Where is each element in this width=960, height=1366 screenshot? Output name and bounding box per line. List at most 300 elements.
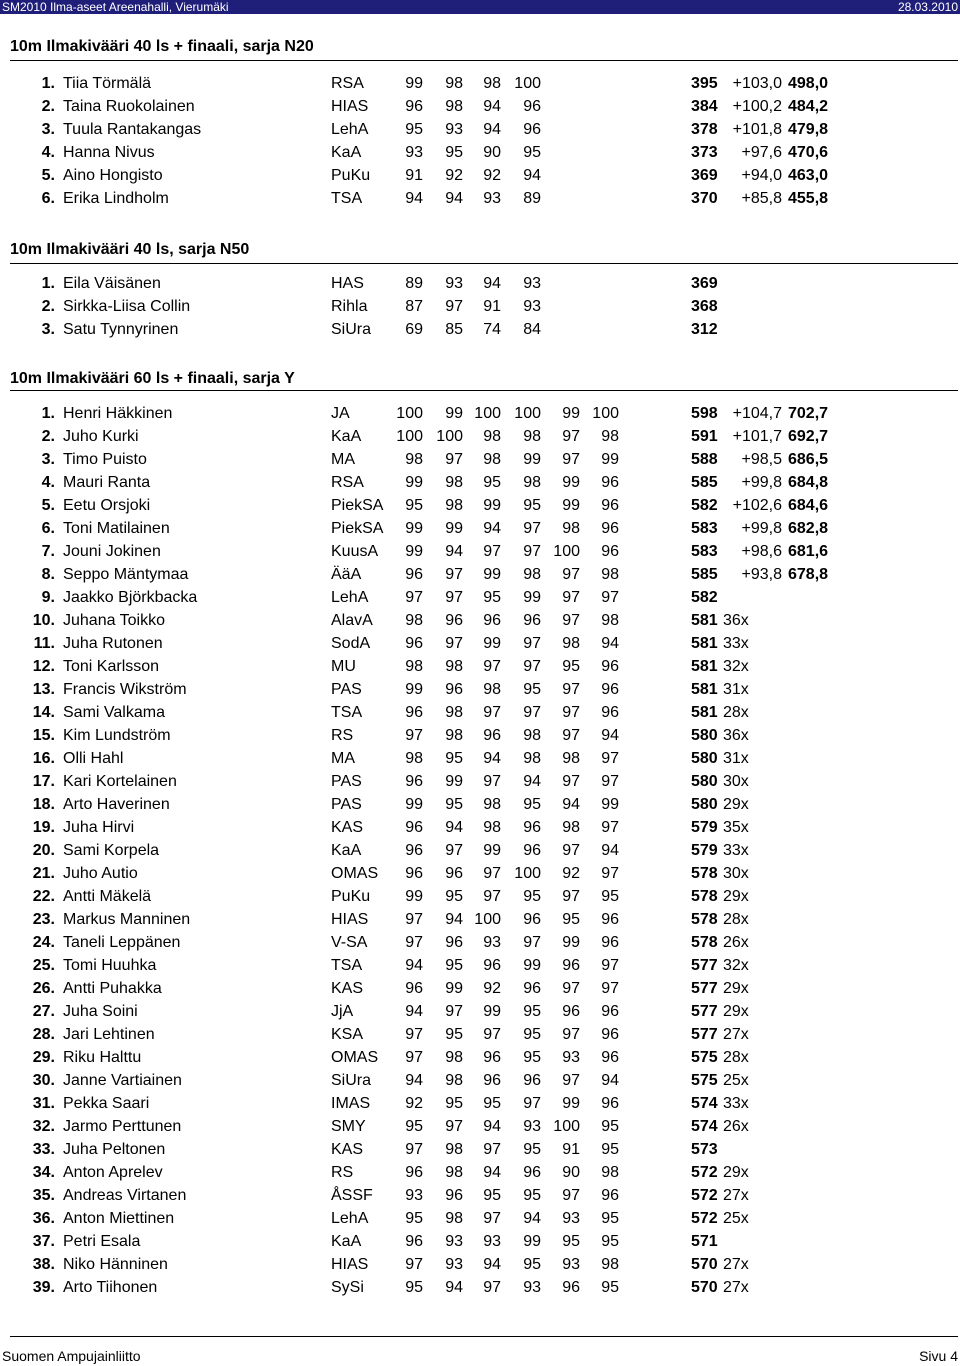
result-row [0, 275, 960, 297]
result-row [0, 75, 960, 97]
result-row [0, 911, 960, 933]
final-score: +103,0 [732, 75, 782, 92]
shooter-name: Tiia Törmälä [63, 75, 152, 92]
series-score: 95 [523, 497, 541, 514]
series-score: 96 [523, 1164, 541, 1181]
club: PuKu [331, 167, 371, 184]
shooter-name: Jarmo Perttunen [63, 1118, 182, 1135]
result-row [0, 681, 960, 703]
series-score: 97 [483, 543, 501, 560]
series-score: 99 [483, 566, 501, 583]
grand-total: 684,6 [788, 497, 829, 514]
total-score: 588 [691, 451, 718, 468]
shooter-name: Tuula Rantakangas [63, 121, 202, 138]
club: ÅSSF [331, 1187, 373, 1204]
result-row [0, 1233, 960, 1255]
inner-tens: 25x [723, 1072, 749, 1089]
section-title: 10m Ilmakivääri 60 ls + finaali, sarja Y [10, 370, 295, 387]
inner-tens: 33x [723, 842, 749, 859]
series-score: 97 [405, 1256, 423, 1273]
series-score: 98 [601, 566, 619, 583]
grand-total: 682,8 [788, 520, 829, 537]
inner-tens: 28x [723, 1049, 749, 1066]
series-score: 93 [445, 1256, 463, 1273]
final-score: +85,8 [741, 190, 782, 207]
series-score: 99 [483, 1003, 501, 1020]
series-score: 96 [523, 98, 541, 115]
rank: 4. [41, 144, 55, 161]
series-score: 94 [405, 957, 423, 974]
club: KuusA [331, 543, 379, 560]
club: RSA [331, 75, 364, 92]
club: KaA [331, 1233, 362, 1250]
result-row [0, 474, 960, 496]
grand-total: 686,5 [788, 451, 829, 468]
series-score: 92 [405, 1095, 423, 1112]
result-row [0, 727, 960, 749]
shooter-name: Petri Esala [63, 1233, 141, 1250]
series-score: 96 [601, 704, 619, 721]
final-score: +97,6 [741, 144, 782, 161]
section-divider [10, 60, 958, 61]
series-score: 99 [405, 75, 423, 92]
series-score: 95 [445, 144, 463, 161]
series-score: 94 [445, 543, 463, 560]
series-score: 96 [601, 474, 619, 491]
series-score: 97 [562, 566, 580, 583]
series-score: 99 [562, 405, 580, 422]
series-score: 98 [445, 1210, 463, 1227]
grand-total: 479,8 [788, 121, 829, 138]
inner-tens: 31x [723, 750, 749, 767]
series-score: 98 [601, 612, 619, 629]
result-row [0, 612, 960, 634]
club: SiUra [331, 321, 372, 338]
result-row [0, 428, 960, 450]
shooter-name: Juha Hirvi [63, 819, 135, 836]
series-score: 93 [562, 1210, 580, 1227]
series-score: 95 [601, 1210, 619, 1227]
club: HIAS [331, 98, 369, 115]
series-score: 94 [483, 1118, 501, 1135]
series-score: 96 [523, 1072, 541, 1089]
series-score: 96 [523, 911, 541, 928]
total-score: 578 [691, 865, 718, 882]
series-score: 99 [562, 474, 580, 491]
series-score: 93 [445, 1233, 463, 1250]
series-score: 85 [445, 321, 463, 338]
inner-tens: 30x [723, 773, 749, 790]
inner-tens: 29x [723, 1164, 749, 1181]
inner-tens: 30x [723, 865, 749, 882]
series-score: 99 [523, 1233, 541, 1250]
series-score: 98 [445, 1141, 463, 1158]
inner-tens: 29x [723, 1003, 749, 1020]
result-row [0, 1279, 960, 1301]
total-score: 575 [691, 1072, 718, 1089]
series-score: 96 [562, 1279, 580, 1296]
final-score: +99,8 [741, 520, 782, 537]
series-score: 97 [483, 888, 501, 905]
total-score: 581 [691, 658, 718, 675]
club: PAS [331, 773, 362, 790]
rank: 38. [32, 1256, 55, 1273]
result-row [0, 321, 960, 343]
final-score: +99,8 [741, 474, 782, 491]
rank: 3. [41, 321, 55, 338]
series-score: 98 [445, 474, 463, 491]
grand-total: 470,6 [788, 144, 829, 161]
rank: 19. [32, 819, 55, 836]
grand-total: 498,0 [788, 75, 829, 92]
inner-tens: 36x [723, 727, 749, 744]
rank: 18. [32, 796, 55, 813]
series-score: 98 [483, 428, 501, 445]
club: SodA [331, 635, 371, 652]
total-score: 579 [691, 842, 718, 859]
series-score: 98 [523, 750, 541, 767]
series-score: 96 [562, 1003, 580, 1020]
series-score: 96 [601, 1003, 619, 1020]
series-score: 98 [601, 1256, 619, 1273]
shooter-name: Andreas Virtanen [63, 1187, 187, 1204]
shooter-name: Eetu Orsjoki [63, 497, 151, 514]
inner-tens: 36x [723, 612, 749, 629]
rank: 2. [41, 298, 55, 315]
series-score: 95 [523, 1003, 541, 1020]
series-score: 99 [445, 405, 463, 422]
shooter-name: Sirkka-Liisa Collin [63, 298, 191, 315]
series-score: 99 [405, 681, 423, 698]
series-score: 96 [601, 681, 619, 698]
shooter-name: Arto Tiihonen [63, 1279, 158, 1296]
club: RS [331, 727, 354, 744]
series-score: 94 [523, 1210, 541, 1227]
series-score: 94 [562, 796, 580, 813]
result-row [0, 934, 960, 956]
result-row [0, 1003, 960, 1025]
series-score: 96 [445, 1187, 463, 1204]
rank: 5. [41, 497, 55, 514]
rank: 39. [32, 1279, 55, 1296]
series-score: 96 [405, 98, 423, 115]
series-score: 96 [405, 980, 423, 997]
series-score: 97 [562, 773, 580, 790]
result-row [0, 190, 960, 212]
club: KAS [331, 1141, 364, 1158]
series-score: 94 [483, 1256, 501, 1273]
series-score: 96 [405, 819, 423, 836]
club: IMAS [331, 1095, 371, 1112]
series-score: 93 [445, 275, 463, 292]
series-score: 95 [445, 888, 463, 905]
total-score: 578 [691, 888, 718, 905]
result-row [0, 635, 960, 657]
series-score: 97 [445, 842, 463, 859]
series-score: 94 [405, 1072, 423, 1089]
series-score: 99 [405, 888, 423, 905]
series-score: 98 [445, 497, 463, 514]
series-score: 98 [523, 727, 541, 744]
series-score: 98 [445, 1072, 463, 1089]
total-score: 577 [691, 1026, 718, 1043]
club: KaA [331, 428, 362, 445]
series-score: 90 [483, 144, 501, 161]
series-score: 99 [445, 773, 463, 790]
total-score: 572 [691, 1210, 718, 1227]
rank: 32. [32, 1118, 55, 1135]
shooter-name: Janne Vartiainen [63, 1072, 182, 1089]
shooter-name: Jari Lehtinen [63, 1026, 155, 1043]
series-score: 95 [562, 911, 580, 928]
total-score: 581 [691, 681, 718, 698]
result-row [0, 1118, 960, 1140]
series-score: 96 [405, 566, 423, 583]
series-score: 93 [483, 190, 501, 207]
series-score: 91 [562, 1141, 580, 1158]
shooter-name: Francis Wikström [63, 681, 187, 698]
series-score: 93 [445, 121, 463, 138]
series-score: 95 [523, 1141, 541, 1158]
total-score: 378 [691, 121, 718, 138]
inner-tens: 27x [723, 1256, 749, 1273]
total-score: 574 [691, 1118, 718, 1135]
page-number: Sivu 4 [919, 1348, 958, 1364]
series-score: 100 [514, 75, 541, 92]
series-score: 95 [405, 121, 423, 138]
result-row [0, 865, 960, 887]
inner-tens: 27x [723, 1279, 749, 1296]
series-score: 97 [562, 842, 580, 859]
result-row [0, 1095, 960, 1117]
result-row [0, 451, 960, 473]
series-score: 94 [445, 819, 463, 836]
series-score: 97 [601, 980, 619, 997]
rank: 10. [32, 612, 55, 629]
result-row [0, 566, 960, 588]
series-score: 99 [601, 796, 619, 813]
rank: 12. [32, 658, 55, 675]
series-score: 96 [601, 1187, 619, 1204]
shooter-name: Jouni Jokinen [63, 543, 161, 560]
series-score: 96 [601, 658, 619, 675]
inner-tens: 29x [723, 796, 749, 813]
series-score: 97 [483, 658, 501, 675]
total-score: 580 [691, 727, 718, 744]
club: JA [331, 405, 350, 422]
series-score: 97 [562, 1072, 580, 1089]
total-score: 577 [691, 957, 718, 974]
total-score: 571 [691, 1233, 718, 1250]
series-score: 99 [405, 543, 423, 560]
series-score: 93 [405, 144, 423, 161]
series-score: 94 [601, 1072, 619, 1089]
series-score: 98 [483, 451, 501, 468]
series-score: 98 [405, 451, 423, 468]
result-row [0, 819, 960, 841]
series-score: 95 [445, 1026, 463, 1043]
series-score: 94 [483, 1164, 501, 1181]
series-score: 97 [405, 911, 423, 928]
series-score: 97 [562, 980, 580, 997]
total-score: 395 [691, 75, 718, 92]
series-score: 95 [483, 1095, 501, 1112]
series-score: 97 [562, 727, 580, 744]
total-score: 373 [691, 144, 718, 161]
final-score: +98,5 [741, 451, 782, 468]
grand-total: 455,8 [788, 190, 829, 207]
rank: 31. [32, 1095, 55, 1112]
series-score: 96 [483, 957, 501, 974]
series-score: 96 [601, 520, 619, 537]
result-row [0, 773, 960, 795]
series-score: 97 [562, 451, 580, 468]
club: OMAS [331, 1049, 379, 1066]
series-score: 97 [483, 704, 501, 721]
series-score: 97 [445, 451, 463, 468]
grand-total: 692,7 [788, 428, 829, 445]
series-score: 93 [523, 275, 541, 292]
series-score: 96 [483, 727, 501, 744]
shooter-name: Tomi Huuhka [63, 957, 157, 974]
series-score: 94 [405, 190, 423, 207]
inner-tens: 32x [723, 658, 749, 675]
club: KSA [331, 1026, 364, 1043]
series-score: 96 [601, 497, 619, 514]
series-score: 98 [562, 635, 580, 652]
rank: 25. [32, 957, 55, 974]
total-score: 582 [691, 497, 718, 514]
rank: 1. [41, 275, 55, 292]
club: PAS [331, 796, 362, 813]
rank: 14. [32, 704, 55, 721]
series-score: 100 [592, 405, 619, 422]
series-score: 100 [396, 428, 423, 445]
total-score: 572 [691, 1164, 718, 1181]
inner-tens: 33x [723, 635, 749, 652]
series-score: 97 [562, 612, 580, 629]
series-score: 93 [523, 298, 541, 315]
series-score: 90 [562, 1164, 580, 1181]
club: KAS [331, 819, 364, 836]
series-score: 96 [445, 934, 463, 951]
series-score: 94 [483, 121, 501, 138]
series-score: 97 [562, 1026, 580, 1043]
total-score: 583 [691, 520, 718, 537]
series-score: 96 [483, 1049, 501, 1066]
rank: 3. [41, 451, 55, 468]
rank: 24. [32, 934, 55, 951]
club: PiekSA [331, 520, 384, 537]
series-score: 100 [514, 405, 541, 422]
rank: 6. [41, 190, 55, 207]
series-score: 95 [445, 1095, 463, 1112]
series-score: 95 [523, 888, 541, 905]
club: Rihla [331, 298, 368, 315]
shooter-name: Anton Aprelev [63, 1164, 163, 1181]
series-score: 96 [601, 1095, 619, 1112]
footer-divider [10, 1336, 958, 1337]
rank: 16. [32, 750, 55, 767]
series-score: 92 [483, 167, 501, 184]
inner-tens: 28x [723, 911, 749, 928]
inner-tens: 27x [723, 1187, 749, 1204]
shooter-name: Kari Kortelainen [63, 773, 177, 790]
rank: 30. [32, 1072, 55, 1089]
series-score: 99 [601, 451, 619, 468]
series-score: 95 [523, 144, 541, 161]
series-score: 95 [601, 888, 619, 905]
series-score: 98 [562, 750, 580, 767]
final-score: +104,7 [732, 405, 782, 422]
club: RSA [331, 474, 364, 491]
result-row [0, 543, 960, 565]
series-score: 98 [562, 520, 580, 537]
series-score: 94 [405, 1003, 423, 1020]
series-score: 100 [474, 911, 501, 928]
result-row [0, 144, 960, 166]
inner-tens: 27x [723, 1026, 749, 1043]
rank: 4. [41, 474, 55, 491]
series-score: 100 [436, 428, 463, 445]
total-score: 573 [691, 1141, 718, 1158]
result-row [0, 704, 960, 726]
series-score: 99 [523, 589, 541, 606]
series-score: 97 [483, 1279, 501, 1296]
event-date: 28.03.2010 [897, 0, 958, 14]
club: OMAS [331, 865, 379, 882]
series-score: 95 [562, 1233, 580, 1250]
series-score: 96 [405, 704, 423, 721]
result-row [0, 497, 960, 519]
series-score: 97 [562, 1187, 580, 1204]
series-score: 97 [445, 635, 463, 652]
result-row [0, 1141, 960, 1163]
shooter-name: Juha Rutonen [63, 635, 163, 652]
series-score: 84 [523, 321, 541, 338]
final-score: +94,0 [741, 167, 782, 184]
shooter-name: Juhana Toikko [63, 612, 165, 629]
result-row [0, 589, 960, 611]
series-score: 94 [601, 842, 619, 859]
result-row [0, 658, 960, 680]
inner-tens: 32x [723, 957, 749, 974]
series-score: 94 [483, 520, 501, 537]
shooter-name: Niko Hänninen [63, 1256, 168, 1273]
series-score: 97 [405, 934, 423, 951]
club: PAS [331, 681, 362, 698]
series-score: 94 [445, 190, 463, 207]
series-score: 95 [483, 1187, 501, 1204]
result-row [0, 98, 960, 120]
series-score: 97 [562, 704, 580, 721]
result-row [0, 842, 960, 864]
series-score: 96 [405, 773, 423, 790]
series-score: 97 [562, 428, 580, 445]
total-score: 368 [691, 298, 718, 315]
series-score: 94 [445, 911, 463, 928]
rank: 34. [32, 1164, 55, 1181]
series-score: 99 [445, 980, 463, 997]
total-score: 591 [691, 428, 718, 445]
series-score: 97 [483, 865, 501, 882]
series-score: 98 [601, 1164, 619, 1181]
series-score: 91 [405, 167, 423, 184]
rank: 5. [41, 167, 55, 184]
series-score: 89 [523, 190, 541, 207]
result-row [0, 1049, 960, 1071]
grand-total: 681,6 [788, 543, 829, 560]
